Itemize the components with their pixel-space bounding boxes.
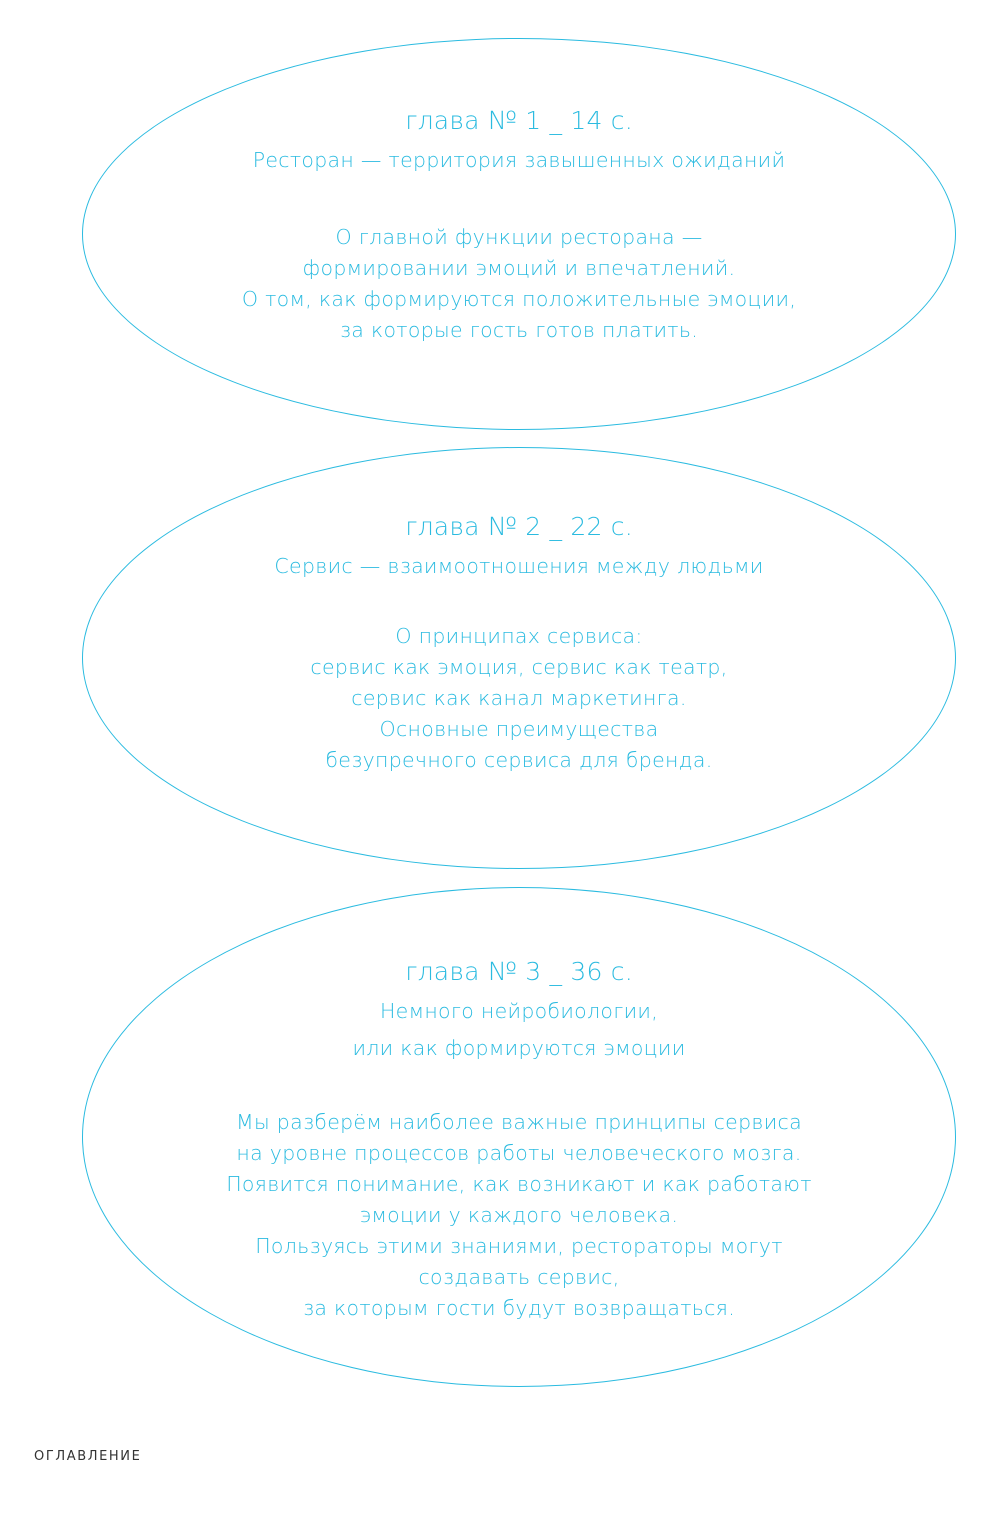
chapter-3-description-line: Появится понимание, как возникают и как работают (226, 1172, 812, 1196)
chapter-1-subtitle-line: Ресторан — территория завышенных ожиданий (252, 148, 786, 172)
chapter-3-subtitle-line: Немного нейробиологии, (379, 999, 659, 1023)
chapter-2-description-line: безупречного сервиса для бренда. (325, 748, 713, 772)
chapter-2-description (82, 621, 956, 776)
chapter-3-subtitle (82, 993, 956, 1067)
chapter-1-description (82, 222, 956, 346)
chapter-2-description-line: Основные преимущества (379, 717, 659, 741)
chapter-3-block (82, 955, 956, 1324)
chapter-3-description-line: Мы разберём наиболее важные принципы сервиса (236, 1110, 802, 1134)
chapter-2-description-line: сервис как канал маркетинга. (351, 686, 687, 710)
chapter-1-description-line: за которые гость готов платить. (339, 318, 699, 342)
chapter-2-heading: глава № 2 _ 22 с. (405, 512, 633, 541)
chapter-1-subtitle (82, 142, 956, 179)
section-label-contents: ОГЛАВЛЕНИЕ (34, 1449, 142, 1464)
chapter-3-description-line: Пользуясь этими знаниями, рестораторы могут (255, 1234, 783, 1258)
chapter-1-description-line: О том, как формируются положительные эмоции, (241, 287, 797, 311)
chapter-3-subtitle-line: или как формируются эмоции (352, 1036, 686, 1060)
chapter-1-description-line: О главной функции ресторана — (335, 225, 703, 249)
chapter-2-block (82, 510, 956, 776)
chapter-3-heading: глава № 3 _ 36 с. (405, 957, 633, 986)
chapter-3-description-line: создавать сервис, (418, 1265, 620, 1289)
chapter-3-description-line: эмоции у каждого человека. (359, 1203, 679, 1227)
chapter-3-description-line: за которым гости будут возвращаться. (302, 1296, 736, 1320)
chapter-3-description-line: на уровне процессов работы человеческого мозга. (236, 1141, 802, 1165)
chapter-2-description-line: О принципах сервиса: (395, 624, 643, 648)
chapter-3-description (82, 1107, 956, 1324)
chapter-2-description-line: сервис как эмоция, сервис как театр, (310, 655, 728, 679)
chapter-1-block (82, 104, 956, 346)
chapter-2-subtitle (82, 548, 956, 585)
chapter-1-description-line: формировании эмоций и впечатлений. (302, 256, 736, 280)
chapter-2-subtitle-line: Сервис — взаимоотношения между людьми (274, 554, 764, 578)
chapter-1-heading: глава № 1 _ 14 с. (405, 106, 633, 135)
